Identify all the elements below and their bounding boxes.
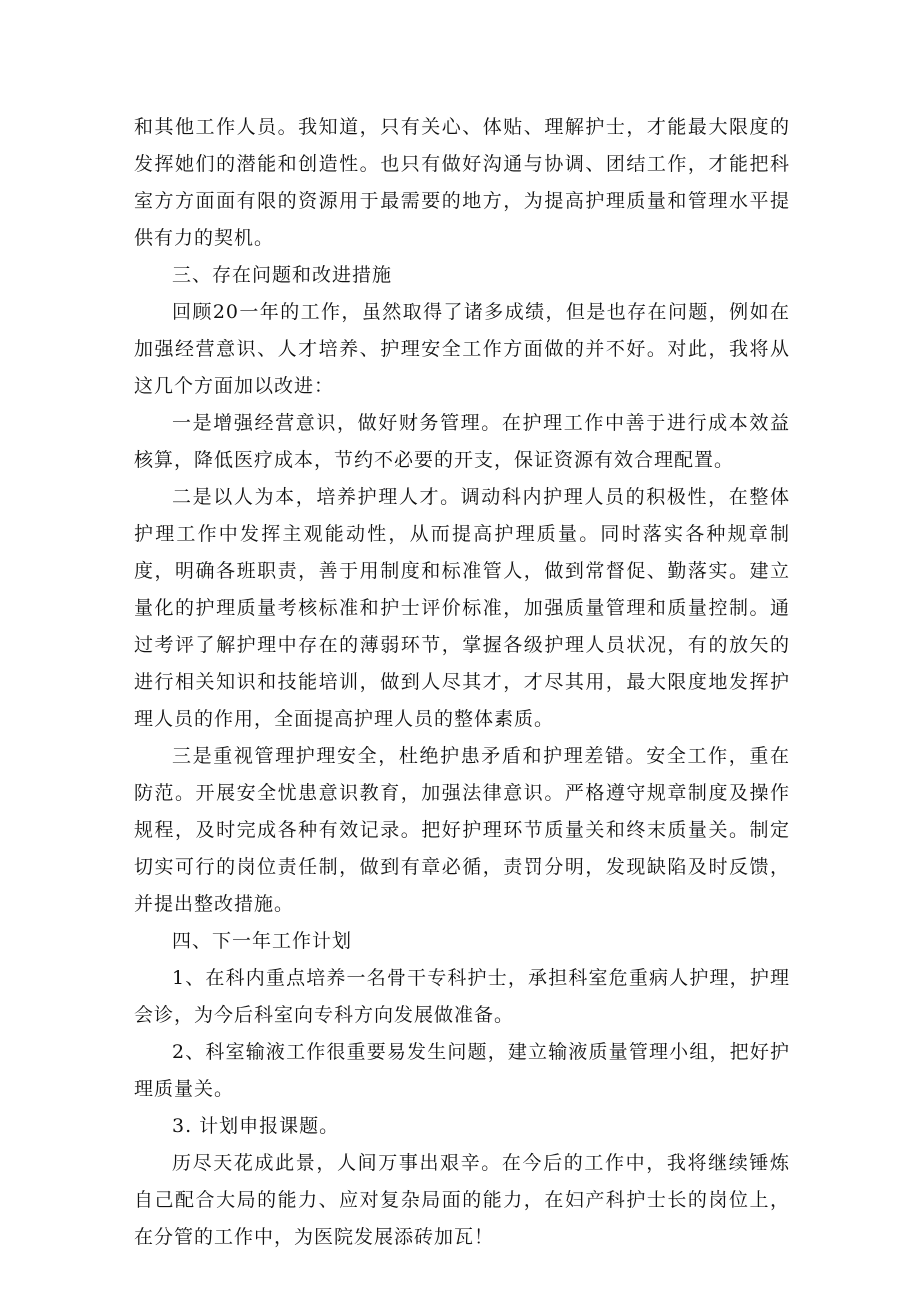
paragraph-measure-1: 一是增强经营意识，做好财务管理。在护理工作中善于进行成本效益核算，降低医疗成本，节约不必要的开支，保证资源有效合理配置。 xyxy=(134,412,790,471)
section-heading-3: 三、存在问题和改进措施 xyxy=(172,264,393,286)
paragraph-review: 回顾20一年的工作，虽然取得了诸多成绩，但是也存在问题，例如在加强经营意识、人才培养、护理安全工作方面做的并不好。对此，我将从这几个方面加以改进： xyxy=(134,301,790,397)
section-heading-4: 四、下一年工作计划 xyxy=(172,930,353,952)
paragraph-measure-3: 三是重视管理护理安全，杜绝护患矛盾和护理差错。安全工作，重在防范。开展安全忧患意识教育，加强法律意识。严格遵守规章制度及操作规程，及时完成各种有效记录。把好护理环节质量关和终末质量关。制定切实可行的岗位责任制，做到有章必循，责罚分明，发现缺陷及时反馈，并提出整改措施。 xyxy=(134,745,790,915)
paragraph-continuation: 和其他工作人员。我知道，只有关心、体贴、理解护士，才能最大限度的发挥她们的潜能和创造性。也只有做好沟通与协调、团结工作，才能把科室方方面面有限的资源用于最需要的地方，为提高护理质量和管理水平提供有力的契机。 xyxy=(134,116,790,249)
paragraph-plan-1: 1、在科内重点培养一名骨干专科护士，承担科室危重病人护理，护理会诊，为今后科室向专科方向发展做准备。 xyxy=(134,967,790,1026)
paragraph-measure-2: 二是以人为本，培养护理人才。调动科内护理人员的积极性，在整体护理工作中发挥主观能动性，从而提高护理质量。同时落实各种规章制度，明确各班职责，善于用制度和标准管人，做到常督促、勤落实。建立量化的护理质量考核标准和护士评价标准，加强质量管理和质量控制。通过考评了解护理中存在的薄弱环节，掌握各级护理人员状况，有的放矢的进行相关知识和技能培训，做到人尽其才，才尽其用，最大限度地发挥护理人员的作用，全面提高护理人员的整体素质。 xyxy=(134,486,790,730)
paragraph-conclusion: 历尽天花成此景，人间万事出艰辛。在今后的工作中，我将继续锤炼自己配合大局的能力、应对复杂局面的能力，在妇产科护士长的岗位上，在分管的工作中，为医院发展添砖加瓦！ xyxy=(134,1152,790,1248)
document-body xyxy=(134,109,790,1256)
paragraph-plan-3: 3. 计划申报课题。 xyxy=(172,1115,340,1137)
paragraph-plan-2: 2、科室输液工作很重要易发生问题，建立输液质量管理小组，把好护理质量关。 xyxy=(134,1041,790,1100)
